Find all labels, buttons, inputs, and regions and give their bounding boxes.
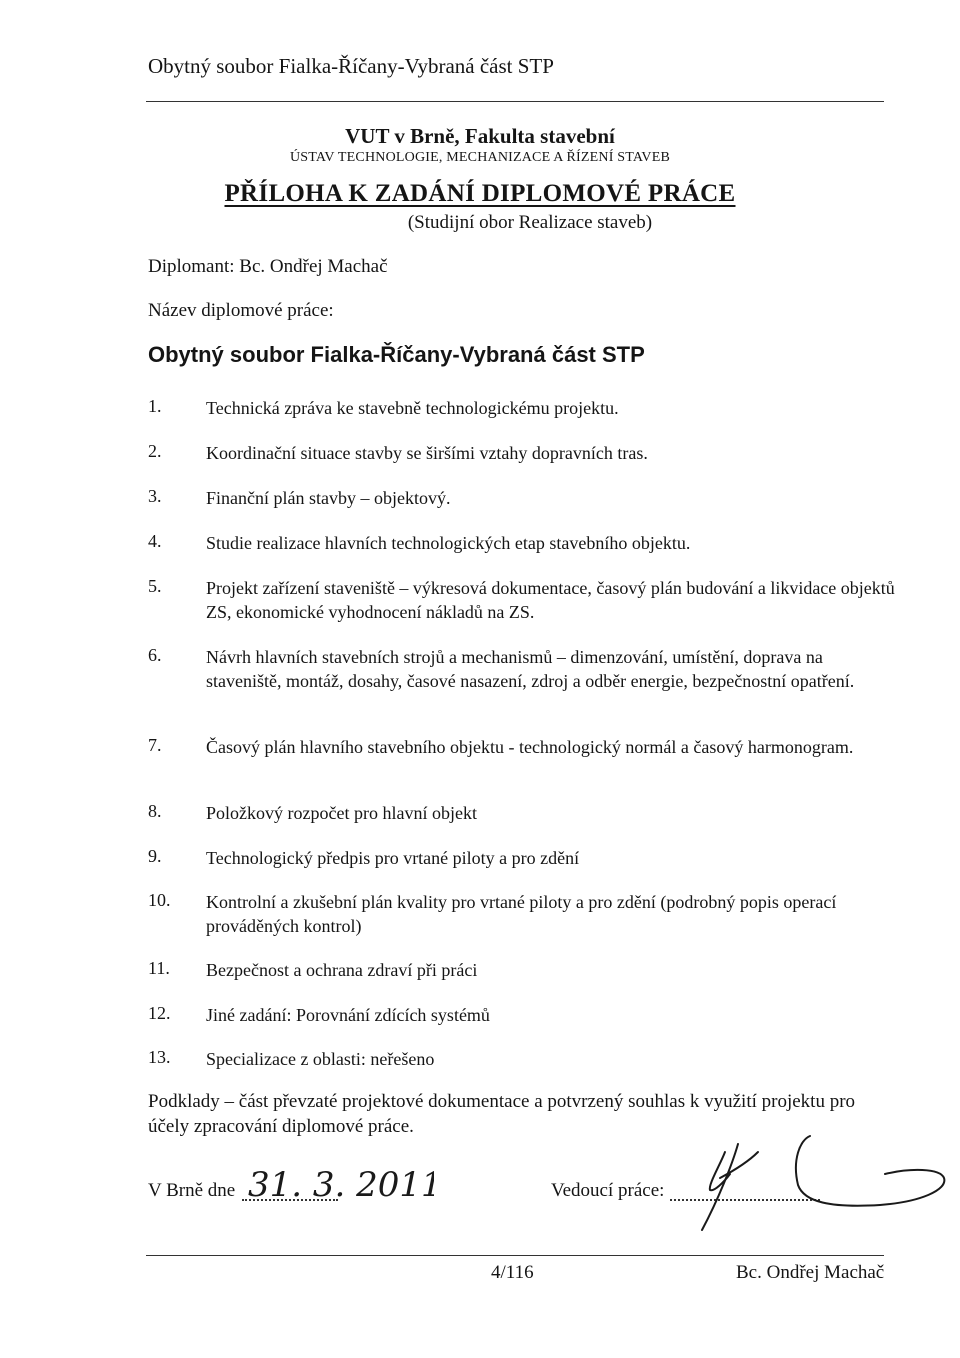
supervisor-signature: [680, 1130, 950, 1240]
item-text: Časový plán hlavního stavebního objektu - technologický normál a časový harmonogram.: [206, 737, 854, 757]
running-header: Obytný soubor Fialka-Říčany-Vybraná část STP: [148, 54, 554, 78]
item-text: Specializace z oblasti: neřešeno: [206, 1049, 435, 1069]
item-text: Návrh hlavních stavebních strojů a mechanismů – dimenzování, umístění, doprava na staveniště, montáž, dosahy, časové nasazení, zdroj a odběr energie, bezpečnostní opatření.: [206, 647, 855, 691]
thesis-title: Obytný soubor Fialka-Říčany-Vybraná část STP: [148, 342, 645, 367]
handwritten-date-text: 31. 3. 2011: [248, 1165, 434, 1205]
item-number: 13.: [148, 1047, 171, 1067]
item-number: 10.: [148, 890, 171, 910]
item-text: Technická zpráva ke stavebně technologickému projektu.: [206, 398, 619, 418]
department-name: ÚSTAV TECHNOLOGIE, MECHANIZACE A ŘÍZENÍ STAVEB: [289, 150, 671, 165]
place-label: V Brně dne: [148, 1180, 236, 1201]
page-number: 4/116: [491, 1262, 534, 1283]
item-number: 11.: [148, 958, 170, 978]
item-text: Projekt zařízení staveniště – výkresová dokumentace, časový plán budování a likvidace objektů ZS, ekonomické vyhodnocení nákladů na ZS.: [206, 578, 895, 622]
item-number: 7.: [148, 735, 162, 755]
school-name: VUT v Brně, Fakulta stavební: [345, 124, 615, 148]
student-line: Diplomant: Bc. Ondřej Machač: [148, 256, 388, 277]
item-number: 3.: [148, 486, 162, 506]
item-text: Bezpečnost a ochrana zdraví při práci: [206, 960, 478, 980]
item-text: Položkový rozpočet pro hlavní objekt: [206, 803, 477, 823]
item-text: Koordinační situace stavby se širšími vztahy dopravních tras.: [206, 443, 648, 463]
item-text: Technologický předpis pro vrtané piloty a pro zdění: [206, 848, 580, 868]
item-text: Studie realizace hlavních technologických etap stavebního objektu.: [206, 533, 691, 553]
item-text: Kontrolní a zkušební plán kvality pro vrtané piloty a pro zdění (podrobný popis operací prováděných kontrol): [206, 892, 837, 936]
podklady-paragraph: Podklady – část převzaté projektové dokumentace a potvrzený souhlas k využití projektu pro účely zpracování diplomové práce.: [148, 1091, 856, 1137]
item-number: 1.: [148, 396, 162, 416]
item-number: 6.: [148, 645, 162, 665]
item-text: Jiné zadání: Porovnání zdících systémů: [206, 1005, 490, 1025]
footer-rule: [146, 1255, 884, 1256]
header-rule: [146, 101, 884, 102]
item-text: Finanční plán stavby – objektový.: [206, 488, 451, 508]
document-title: PŘÍLOHA K ZADÁNÍ DIPLOMOVÉ PRÁCE: [224, 180, 736, 207]
footer-author: Bc. Ondřej Machač: [736, 1262, 885, 1283]
item-number: 5.: [148, 576, 162, 596]
item-number: 9.: [148, 846, 162, 866]
item-number: 8.: [148, 801, 162, 821]
item-number: 2.: [148, 441, 162, 461]
item-number: 4.: [148, 531, 162, 551]
study-field: (Studijní obor Realizace staveb): [407, 212, 653, 233]
supervisor-label: Vedoucí práce:: [551, 1180, 665, 1201]
handwritten-date: [244, 1158, 434, 1210]
thesis-title-label: Název diplomové práce:: [148, 300, 334, 321]
item-number: 12.: [148, 1003, 171, 1023]
